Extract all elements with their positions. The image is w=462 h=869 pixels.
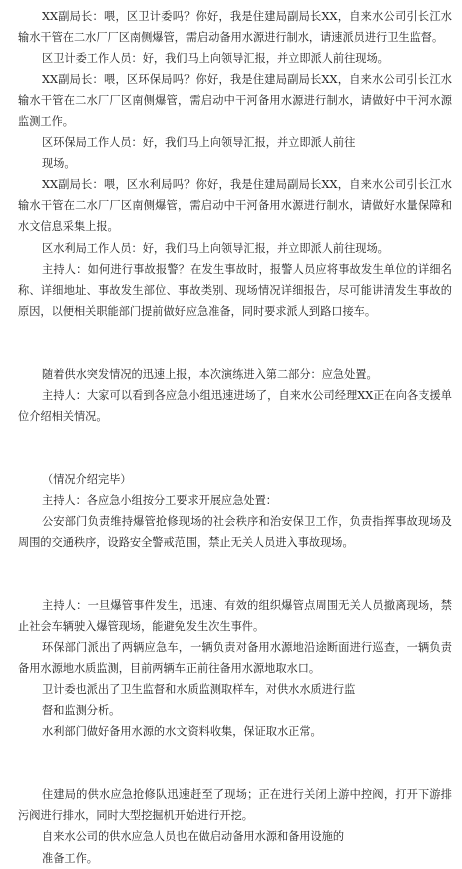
paragraph: （情况介绍完毕）	[42, 472, 132, 486]
paragraph: XX副局长：喂，区水利局吗？你好，我是住建局副局长XX，自来水公司引长江水输水干管在二水厂厂区南侧爆管，需启动中干河备用水源进行制水，请做好水量保障和水文信息采集上报。	[18, 178, 452, 234]
paragraph: XX副局长：喂，区卫计委吗？你好，我是住建局副局长XX，自来水公司引长江水输水干管在二水厂厂区南侧爆管，需启动备用水源进行制水，请速派员进行卫生监督。	[18, 10, 452, 45]
paragraph: XX副局长：喂，区环保局吗？你好，我是住建局副局长XX，自来水公司引长江水输水干管在二水厂厂区南侧爆管，需启动中干河备用水源进行制水，请做好中干河水源监测工作。	[18, 73, 452, 129]
document-page	[0, 6, 462, 869]
paragraph: 住建局的供水应急抢修队迅速赶至了现场；正在进行关闭上游中控阀，打开下游排污阀进行排水，同时大型挖掘机开始进行开挖。	[18, 788, 452, 823]
paragraph: 随着供水突发情况的迅速上报，本次演练进入第二部分：应急处置。	[42, 367, 378, 381]
paragraph: 水利部门做好备用水源的水文资料收集，保证取水正常。	[42, 725, 322, 739]
paragraph: 督和监测分析。	[42, 704, 121, 718]
paragraph: 主持人：一旦爆管事件发生，迅速、有效的组织爆管点周围无关人员撤离现场，禁止社会车辆驶入爆管现场，能避免发生次生事件。	[18, 599, 452, 634]
paragraph: 公安部门负责维持爆管抢修现场的社会秩序和治安保卫工作，负责指挥事故现场及周围的交通秩序，设路安全警戒范围，禁止无关人员进入事故现场。	[18, 514, 452, 549]
paragraph-gap	[0, 758, 462, 768]
paragraph: 卫计委也派出了卫生监督和水质监测取样车，对供水水质进行监	[42, 683, 356, 697]
paragraph: 准备工作。	[42, 851, 98, 865]
paragraph-gap	[0, 443, 462, 453]
paragraph: 现场。	[42, 157, 76, 171]
paragraph: 主持人：大家可以看到各应急小组迅速进场了，自来水公司经理XX正在向各支援单位介绍相关情况。	[18, 388, 452, 423]
paragraph: 区卫计委工作人员：好，我们马上向领导汇报，并立即派人前往现场。	[42, 52, 389, 66]
paragraph: 自来水公司的供水应急人员也在做启动备用水源和备用设施的	[42, 830, 345, 844]
paragraph-gap	[0, 569, 462, 579]
paragraph: 环保部门派出了两辆应急车，一辆负责对备用水源地沿途断面进行巡查，一辆负责备用水源地水质监测，目前两辆车正前往备用水源地取水口。	[18, 641, 452, 676]
paragraph: 主持人：各应急小组按分工要求开展应急处置：	[42, 493, 277, 507]
paragraph: 主持人：如何进行事故报警？在发生事故时，报警人员应将事故发生单位的详细名称、详细地址、事故发生部位、事故类别、现场情况详细报告，尽可能讲清发生事故的原因，以便相关职能部门提前做好应急准备，同时要求派人到路口接车。	[18, 262, 452, 318]
paragraph: 区水利局工作人员：好，我们马上向领导汇报，并立即派人前往现场。	[42, 241, 389, 255]
paragraph-gap	[0, 338, 462, 348]
paragraph: 区环保局工作人员：好，我们马上向领导汇报，并立即派人前往	[42, 136, 356, 150]
